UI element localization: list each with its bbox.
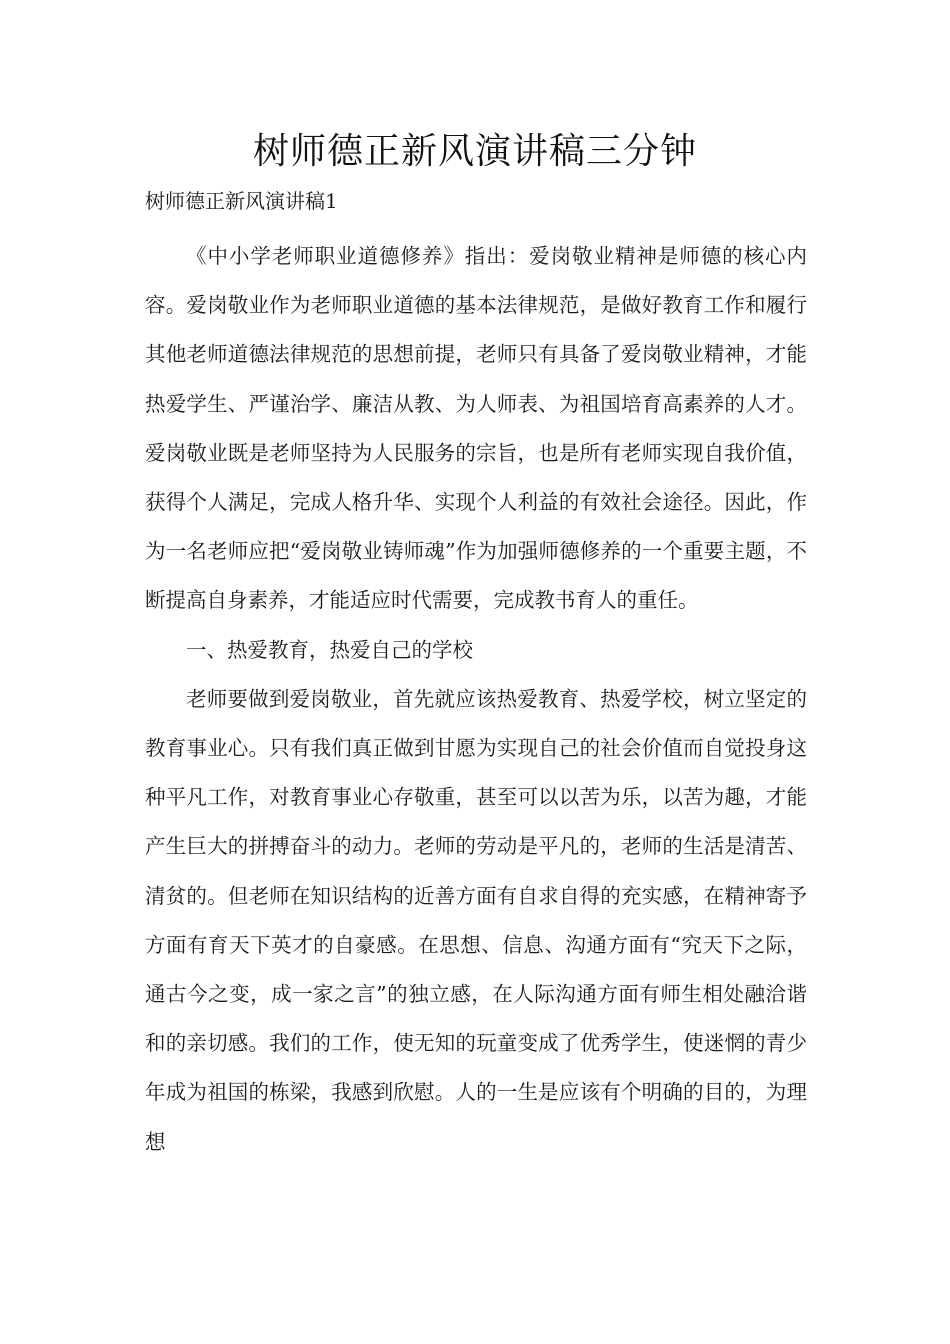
- body-paragraph: 老师要做到爱岗敬业，首先就应该热爱教育、热爱学校，树立坚定的教育事业心。只有我们真正做到甘愿为实现自己的社会价值而自觉投身这种平凡工作，对教育事业心存敬重，甚至可以以苦为乐，以苦为趣，才能产生巨大的拼搏奋斗的动力。老师的劳动是平凡的，老师的生活是清苦、清贫的。但老师在知识结构的近善方面有自求自得的充实感，在精神寄予方面有育天下英才的自豪感。在思想、信息、沟通方面有“究天下之际，通古今之变，成一家之言”的独立感，在人际沟通方面有师生相处融洽谐和的亲切感。我们的工作，使无知的玩童变成了优秀学生，使迷惘的青少年成为祖国的栋梁，我感到欣慰。人的一生是应该有个明确的目的，为理想: [145, 686, 807, 1154]
- document-title: 树师德正新风演讲稿三分钟: [252, 131, 697, 172]
- body-paragraph: 《中小学老师职业道德修养》指出：爱岗敬业精神是师德的核心内容。爱岗敬业作为老师职业道德的基本法律规范，是做好教育工作和履行其他老师道德法律规范的思想前提，老师只有具备了爱岗敬业精神，才能热爱学生、严谨治学、廉洁从教、为人师表、为祖国培育高素养的人才。爱岗敬业既是老师坚持为人民服务的宗旨，也是所有老师实现自我价值，获得个人满足，完成人格升华、实现个人利益的有效社会途径。因此，作为一名老师应把“爱岗敬业铸师魂”作为加强师德修养的一个重要主题，不断提高自身素养，才能适应时代需要，完成教书育人的重任。: [145, 244, 807, 613]
- document-body: [145, 232, 807, 1167]
- document-subtitle: 树师德正新风演讲稿1: [145, 189, 338, 213]
- section-heading: 一、热爱教育，热爱自己的学校: [186, 637, 473, 662]
